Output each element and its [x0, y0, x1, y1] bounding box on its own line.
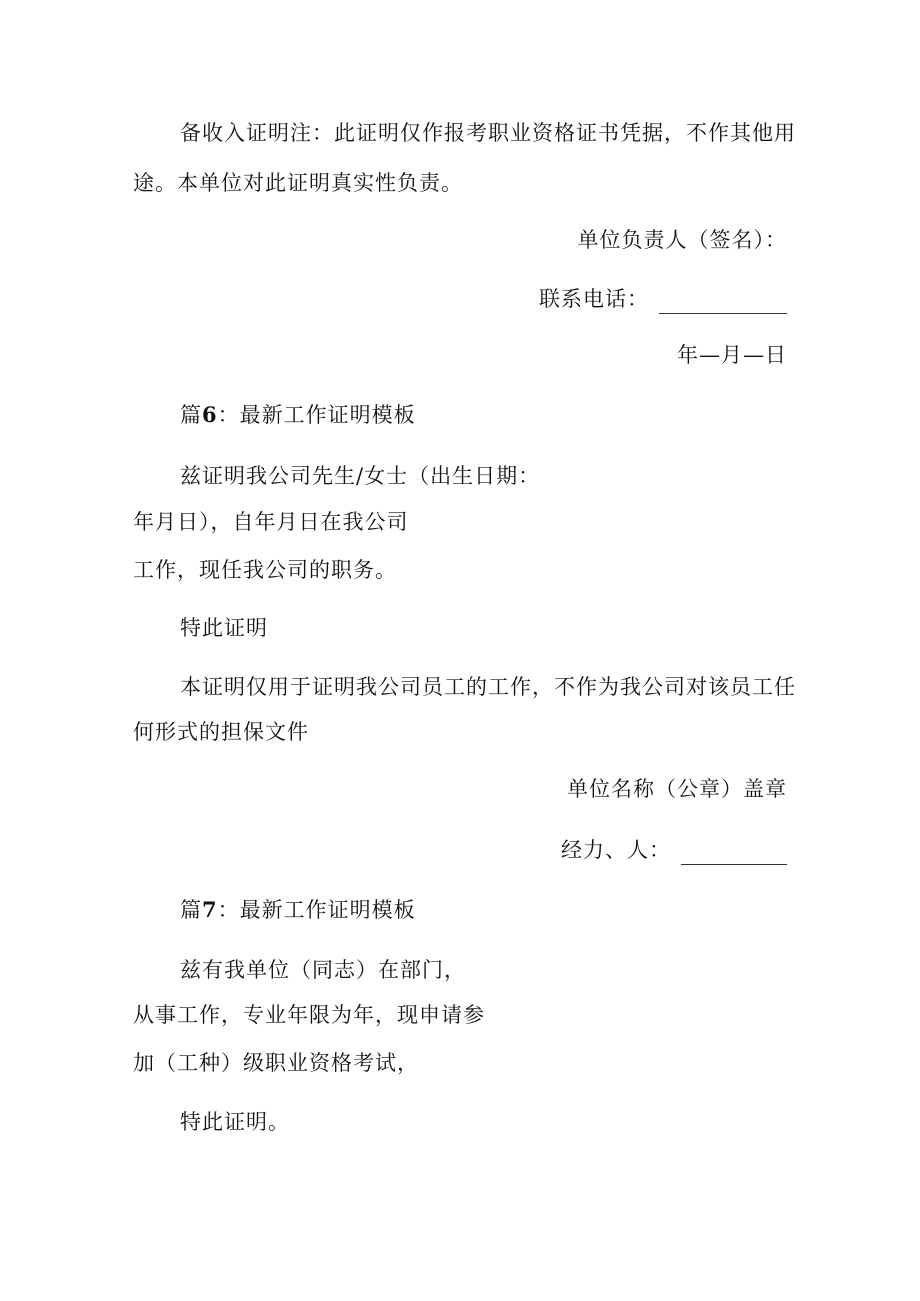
- phone-row: [539, 284, 787, 314]
- section6-special: 特此证明: [180, 616, 268, 640]
- section6-p1-line2: 年月日），自年月日在我公司: [133, 510, 409, 534]
- section6-p1-line1: 兹证明我公司先生/女士（出生日期：: [180, 464, 541, 488]
- handler-label: 经力、人：: [561, 838, 671, 862]
- handler-blank: [681, 842, 787, 865]
- date-row: [677, 340, 787, 370]
- section7-heading-prefix: 篇: [180, 898, 202, 922]
- section7-special: 特此证明。: [180, 1110, 290, 1134]
- handler-row: [561, 835, 787, 865]
- seal-line: 单位名称（公章）盖章: [567, 777, 787, 801]
- section7-heading-num: 7: [202, 897, 218, 922]
- section7-heading-suffix: ：最新工作证明模板: [217, 898, 416, 922]
- phone-blank: [659, 291, 787, 314]
- section7-p1-line2: 从事工作，专业年限为年，现申请参: [133, 1003, 485, 1027]
- section6-heading-suffix: ：最新工作证明模板: [217, 403, 416, 427]
- section6-heading: [180, 400, 416, 430]
- note-line-1: 备收入证明注：此证明仅作报考职业资格证书凭据，不作其他用: [180, 121, 796, 145]
- section6-p2-line1: 本证明仅用于证明我公司员工的工作，不作为我公司对该员工任: [180, 675, 796, 699]
- signer-label: 单位负责人（签名）：: [577, 228, 787, 252]
- note-line-2: 途。本单位对此证明真实性负责。: [133, 171, 463, 195]
- signer-row: [578, 225, 788, 255]
- section6-heading-prefix: 篇: [180, 403, 202, 427]
- section7-p1-line1: 兹有我单位（同志）在部门，: [180, 958, 466, 982]
- section6-p1-line3: 工作，现任我公司的职务。: [133, 558, 397, 582]
- phone-label: 联系电话：: [539, 287, 649, 311]
- section6-heading-num: 6: [202, 402, 218, 427]
- date-line: 年—月—日: [677, 343, 787, 367]
- seal-row: [567, 774, 787, 804]
- section6-p2-line2: 何形式的担保文件: [133, 720, 309, 744]
- section7-heading: [180, 895, 416, 925]
- section7-p1-line3: 加（工种）级职业资格考试，: [133, 1051, 419, 1075]
